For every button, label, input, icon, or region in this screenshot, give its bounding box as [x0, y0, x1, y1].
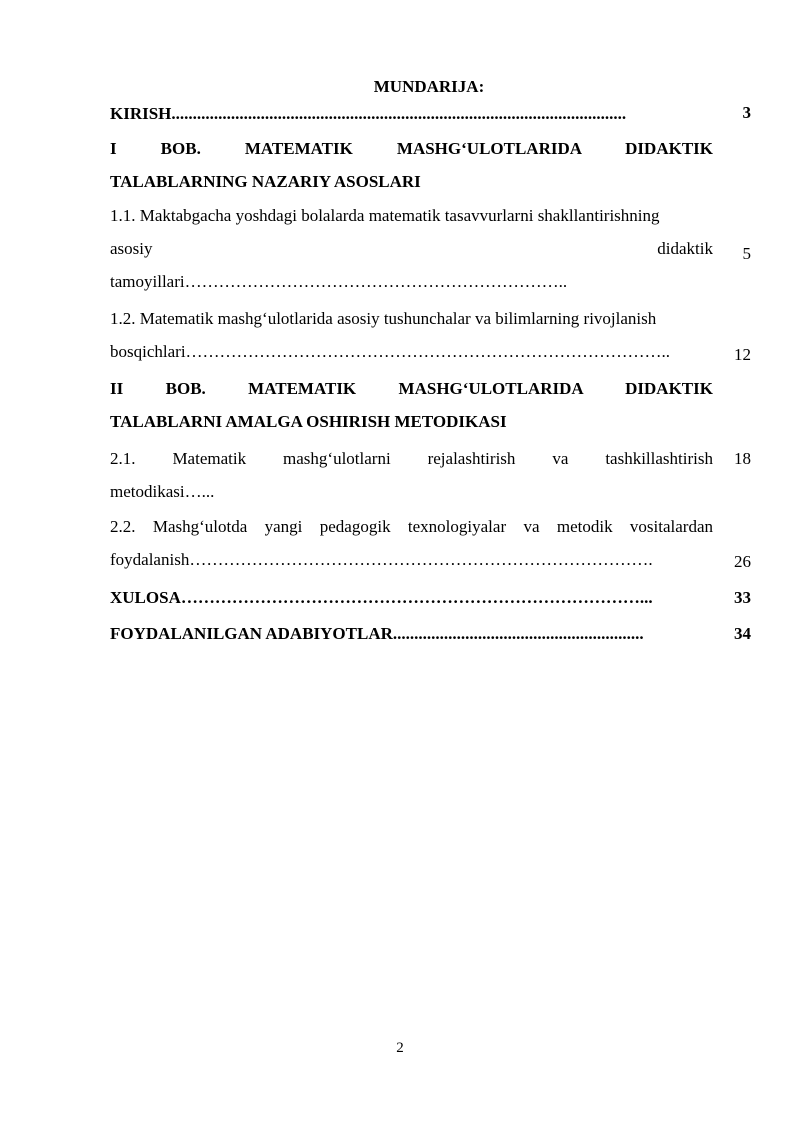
toc-section-text-line: bosqichlari………………………………………………………………………….. — [110, 342, 671, 361]
toc-page-number: 12 — [734, 345, 751, 364]
toc-entry-xulosa[interactable] — [110, 581, 713, 614]
toc-page-number: 3 — [742, 103, 751, 122]
toc-section-1-1[interactable] — [110, 199, 713, 298]
toc-section-text-line: 1.1. Maktabgacha yoshdagi bolalarda matematik tasavvurlarni shakllantirishning — [110, 206, 660, 225]
toc-section-1-2[interactable] — [110, 302, 713, 368]
toc-chapter-1[interactable] — [110, 132, 713, 198]
toc-page-number: 33 — [734, 588, 751, 607]
toc-chapter-title-line: I BOB. MATEMATIK MASHG‘ULOTLARIDA DIDAKTIK — [110, 139, 713, 158]
toc-section-2-2[interactable] — [110, 510, 713, 576]
toc-chapter-title-line: II BOB. MATEMATIK MASHG‘ULOTLARIDA DIDAKTIK — [110, 379, 713, 398]
toc-section-text-line: 1.2. Matematik mashg‘ulotlarida asosiy tushunchalar va bilimlarning rivojlanish — [110, 309, 657, 328]
toc-word: asosiy — [110, 239, 153, 258]
toc-page-number: 26 — [734, 552, 751, 571]
toc-section-text-line: 2.2. Mashg‘ulotda yangi pedagogik texnologiyalar va metodik vositalardan — [110, 517, 713, 536]
toc-section-text-line: metodikasi…... — [110, 482, 215, 501]
toc-entry-text: FOYDALANILGAN ADABIYOTLAR........................................................... — [110, 624, 644, 643]
toc-section-text-line: tamoyillari………………………………………………………….. — [110, 272, 568, 291]
toc-entry-kirish[interactable] — [110, 97, 713, 130]
toc-entry-text: KIRISH........................................................................................................... — [110, 104, 627, 123]
toc-chapter-2[interactable] — [110, 372, 713, 438]
toc-page-number: 5 — [742, 244, 751, 263]
toc-chapter-title-line: TALABLARNI AMALGA OSHIRISH METODIKASI — [110, 412, 507, 431]
toc-page-number: 34 — [734, 624, 751, 643]
toc-chapter-title-line: TALABLARNING NAZARIY ASOSLARI — [110, 172, 421, 191]
toc-title: MUNDARIJA: — [373, 77, 485, 96]
toc-section-text-line: 2.1. Matematik mashg‘ulotlarni rejalashtirish va tashkillashtirish — [110, 449, 713, 468]
toc-page-number: 18 — [734, 449, 751, 468]
toc-section-text-line — [110, 232, 713, 265]
page-number-footer: 2 — [396, 1040, 404, 1056]
toc-section-text-line: foydalanish………………………………………………………………………. — [110, 550, 653, 569]
toc-word: didaktik — [657, 239, 713, 258]
toc-entry-references[interactable] — [110, 617, 713, 650]
toc-section-2-1[interactable] — [110, 442, 713, 508]
toc-entry-text: XULOSA………………………………………………………………………... — [110, 588, 653, 607]
